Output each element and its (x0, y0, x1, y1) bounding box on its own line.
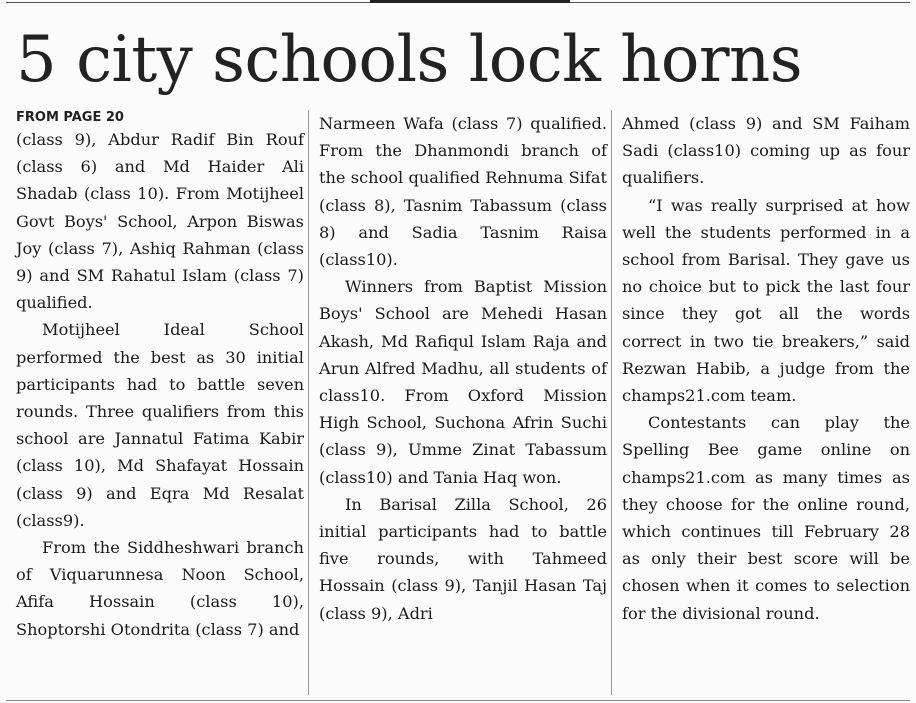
paragraph: In Barisal Zilla School, 26 initial participants had to battle five rounds, with Tahmeed Hossain (class 9), Tanjil Hasan Taj (class 9), Adri (319, 494, 607, 623)
article-column-1 (16, 110, 304, 643)
article-column-2 (319, 110, 607, 627)
from-page-label: FROM PAGE 20 (16, 110, 124, 125)
paragraph: Ahmed (class 9) and SM Faiham Sadi (class10) coming up as four qualifiers. (622, 114, 910, 188)
bottom-rule (6, 700, 910, 701)
article-column-3 (622, 110, 910, 627)
top-rule-mark (370, 0, 570, 3)
headline: 5 city schools lock horns (16, 23, 803, 97)
paragraph: Narmeen Wafa (class 7) qualified. From the Dhanmondi branch of the school qualified Rehnuma Sifat (class 8), Tasnim Tabassum (class 8) and Sadia Tasnim Raisa (class10). (319, 114, 607, 270)
paragraph: Motijheel Ideal School performed the best as 30 initial participants had to battle seven rounds. Three qualifiers from this school are Jannatul Fatima Kabir (class 10), Md Shafayat Hossain (class 9) and Eqra Md Resalat (class9). (16, 320, 304, 530)
column-divider-1 (308, 110, 309, 695)
paragraph: Winners from Baptist Mission Boys' School are Mehedi Hasan Akash, Md Rafiqul Islam Raja and Arun Alfred Madhu, all students of class10. From Oxford Mission High School, Suchona Afrin Suchi (class 9), Umme Zinat Tabassum (class10) and Tania Haq won. (319, 277, 607, 487)
paragraph: (class 9), Abdur Radif Bin Rouf (class 6) and Md Haider Ali Shadab (class 10). From Motijheel Govt Boys' School, Arpon Biswas Joy (class 7), Ashiq Rahman (class 9) and SM Rahatul Islam (class 7) qualified. (16, 130, 304, 313)
paragraph: Contestants can play the Spelling Bee game online on champs21.com as many times as they choose for the online round, which continues till February 28 as only their best score will be chosen when it comes to selection for the divisional round. (622, 413, 910, 623)
paragraph: “I was really surprised at how well the students performed in a school from Barisal. They gave us no choice but to pick the last four since they got all the words correct in two tie breakers,” said Rezwan Habib, a judge from the champs21.com team. (622, 195, 910, 406)
column-divider-2 (611, 110, 612, 695)
paragraph: From the Siddheshwari branch of Viquarunnesa Noon School, Afifa Hossain (class 10), Shoptorshi Otondrita (class 7) and (16, 538, 304, 639)
